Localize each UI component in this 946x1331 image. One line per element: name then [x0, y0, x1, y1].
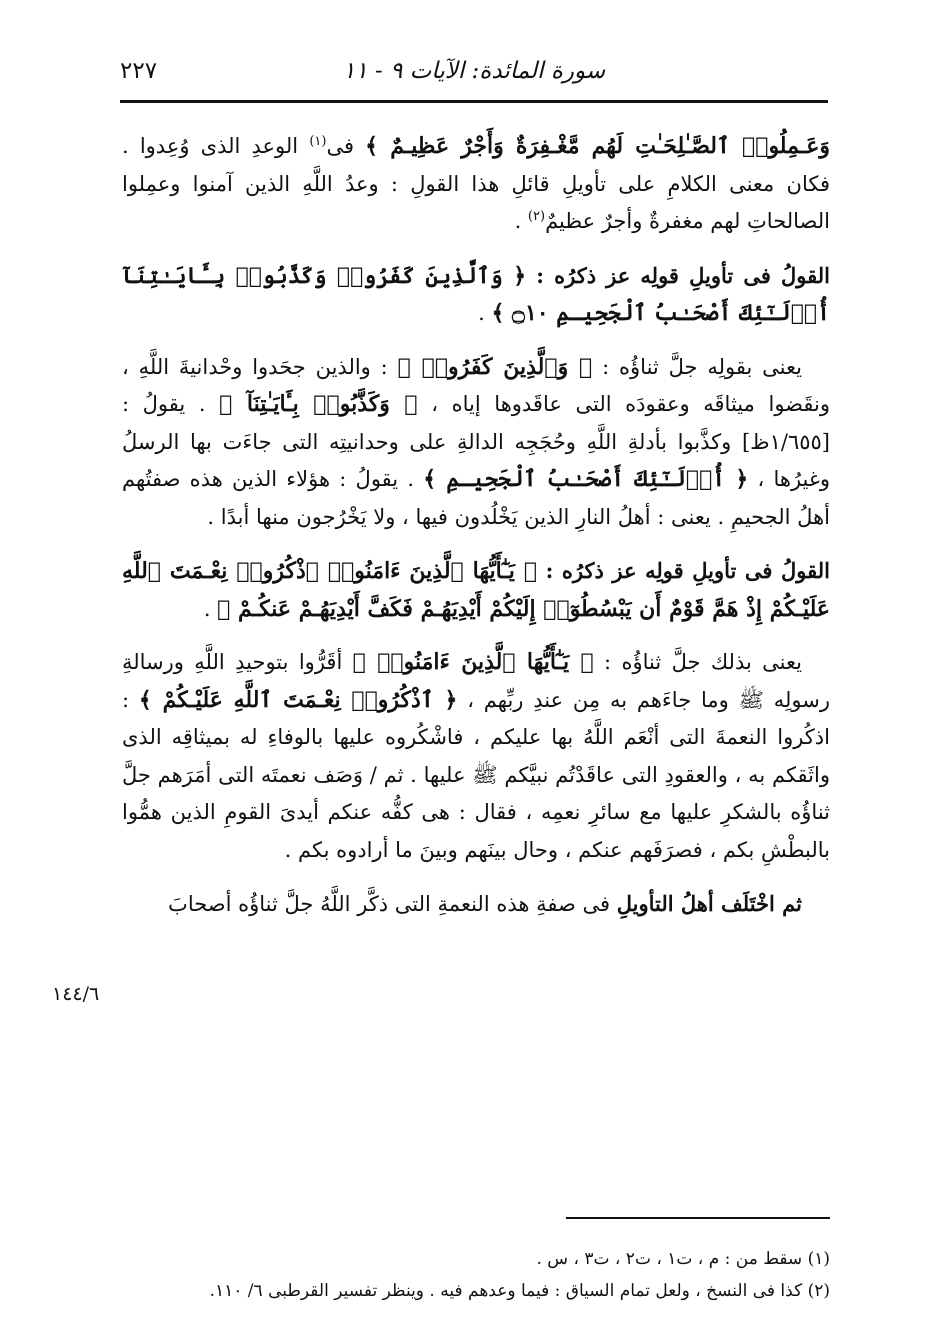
quran-verse: ﴿ وَٱلَّذِينَ كَفَرُوا۟ ﴾: [397, 353, 593, 380]
section-heading: القولُ فى تأويلِ قولِه عز ذكرُه :: [526, 262, 830, 288]
paragraph-p2: [122, 257, 830, 333]
footnote-marker: (١): [309, 134, 327, 149]
paragraph-text: فى: [326, 134, 366, 158]
quran-verse: ﴿ يَـٰٓأَيُّهَا ٱلَّذِينَ ءَامَنُوا۟ ٱذْكُرُوا۟ نِعْـمَتَ ٱللَّهِ عَلَيْـكُمْ إِذْ هَمَّ قَوْمٌ أَن يَبْسُطُوٓا۟ إِلَيْكُمْ أَيْدِيَهُـمْ فَكَفَّ أَيْدِيَهُـمْ عَنكُـمْ ﴾: [122, 558, 830, 622]
paragraph-p6: [122, 885, 830, 924]
paragraph-text: يعنى بذلك جلَّ ثناؤُه :: [593, 650, 802, 674]
main-text: [122, 128, 830, 940]
quran-verse: ﴿ أُو۟لَـٰٓئِكَ أَصْحَـٰبُ ٱلْجَحِيـمِ ﴾: [423, 466, 749, 492]
section-heading: ثم اخْتَلَف أهلُ التأويلِ: [616, 891, 802, 916]
quran-verse: وَعَـمِلُوا۟ ٱلصَّـٰلِحَـٰتِ لَهُم مَّغْـفِرَةٌ وَأَجْرٌ عَظِيـمٌ ﴾: [365, 133, 831, 159]
paragraph-text: أقَرُّوا بتوحيدِ اللَّهِ ورسالةِ رسولِه ﷺ وما جاءَهم به مِن عندِ ربِّهم ،: [122, 650, 830, 712]
paragraph-text: .: [514, 209, 528, 233]
paragraph-text: . يقولُ : [١/٦٥٥ظ] وكذَّبوا بأدلةِ اللَّهِ وحُجَجِه الدالةِ على وحدانيتِه التى جاءَت بها الرسلُ وغيرُها ،: [122, 392, 830, 491]
paragraph-text: : والذين جحَدوا وحْدانيةَ اللَّهِ ، ونقَضوا ميثاقَه وعقودَه التى عاقَدوها إياه ،: [122, 354, 830, 416]
paragraph-text: : اذكُروا النعمةَ التى أنْعَم اللَّهُ بها عليكم ، فاشْكُروه عليها بالوفاءِ له بميثاقِه الذى واثَقكم به ، والعقودِ التى عاقَدْتُم نبيَّكم ﷺ عليها . ثم / وَصَف نعمتَه التى أمَرَهم جلَّ ثناؤُه بالشكرِ عليها مع سائرِ نعمِه ، فقال : هى كفُّه عنكم أيدىَ القومِ الذين همُّوا بالبطْشِ بكم ، فصرَفَهم عنكم ، وحال بينَهم وبينَ ما أرادوه بكم .: [122, 687, 830, 862]
paragraph-text: يعنى بقولِه جلَّ ثناؤُه :: [592, 354, 802, 379]
paragraph-p4: [122, 552, 830, 628]
section-heading: القولُ فى تأويلِ قولِه عز ذكرُه :: [537, 558, 830, 583]
paragraph-p3: [122, 349, 830, 537]
footnote-divider: [566, 1217, 830, 1219]
margin-reference: ١٤٤/٦: [52, 983, 100, 1005]
footnote-marker: (٢): [527, 209, 546, 224]
quran-verse: ﴿ يَـٰٓأَيُّهَا ٱلَّذِينَ ءَامَنُوا۟ ﴾: [352, 649, 594, 675]
quran-verse: ﴿ وَكَذَّبُوا۟ بِـَٔايَـٰتِنَآ ﴾: [219, 391, 418, 417]
paragraph-text: فى صفةِ هذه النعمةِ التى ذكَّر اللَّهُ جلَّ ثناؤُه أصحابَ: [168, 892, 617, 916]
paragraph-p1: [122, 128, 830, 241]
paragraph-text: .: [478, 301, 492, 325]
paragraph-text: .: [203, 596, 218, 621]
paragraph-p5: [122, 644, 830, 869]
page-number: ٢٢٧: [120, 58, 158, 84]
paragraph-text: . يقولُ : هؤلاء الذين هذه صفتُهم أهلُ الجحيمِ . يعنى : أهلُ النارِ الذين يَخْلُدون فيها ، ولا يَخْرُجون منها أبدًا .: [122, 467, 830, 529]
header-divider: [120, 100, 828, 103]
page-header: [120, 52, 828, 96]
running-title: سورة المائدة: الآيات ٩ - ١١: [342, 58, 606, 84]
footnotes: [122, 1243, 830, 1307]
quran-verse: ﴿ وَٱلَّذِينَ كَفَرُوا۟ وَكَذَّبُوا۟ بِـَٔايَـٰتِنَآ أُو۟لَـٰٓئِكَ أَصْحَـٰبُ ٱلْجَحِيـمِ ۝١٠ ﴾: [122, 262, 830, 326]
quran-verse: ﴿ ٱذْكُرُوا۟ نِعْـمَتَ ٱللَّهِ عَلَيْـكُمْ ﴾: [138, 686, 458, 713]
footnote-1: (١) سقط من : م ، ت١ ، ت٢ ، ت٣ ، س .: [536, 1249, 830, 1269]
paragraph-text: الوعدِ الذى وُعِدوا . فكان معنى الكلامِ على تأويلِ قائلِ هذا القولِ : وعدُ اللَّهِ الذين آمنوا وعمِلوا الصالحاتِ لهم مغفرةٌ وأجرٌ عظيمٌ: [122, 134, 830, 233]
footnote-2: (٢) كذا فى النسخ ، ولعل تمام السياق : فيما وعدهم فيه . وينظر تفسير القرطبى ٦/ ١١٠.: [209, 1281, 830, 1301]
